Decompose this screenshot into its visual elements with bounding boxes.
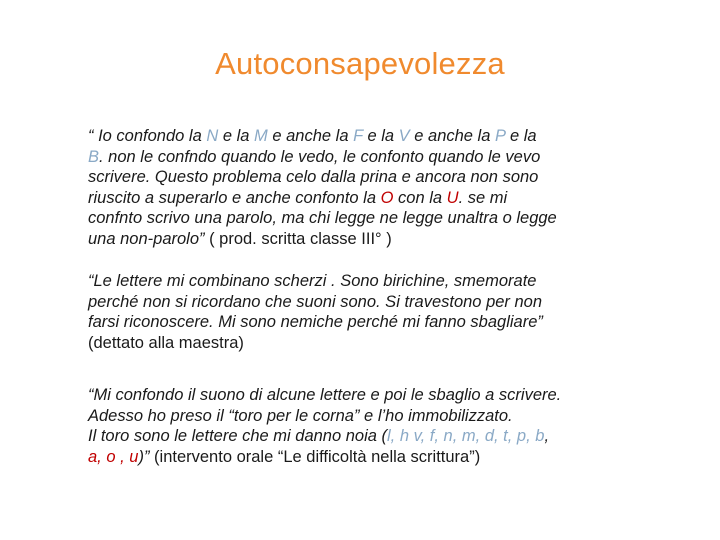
quote-source: ( prod. scritta classe III° ) [204,229,392,248]
slide-title: Autoconsapevolezza [215,46,505,81]
quote-line: Adesso ho preso il “toro per le corna” e l’ho immobilizzato. [88,406,513,425]
letter-f: F [353,127,363,145]
text-run: , [544,427,550,445]
letter-n: N [206,127,219,145]
text-run: . se mi [458,188,508,207]
letter-p: P [494,127,506,145]
quote-line [88,447,688,468]
quote-written-production [88,126,688,249]
letter-b: B [88,147,100,166]
quote-line [88,426,688,447]
quote-line: farsi riconoscere. Mi sono nemiche perché mi fanno sbagliare” [88,313,543,331]
quote-line [88,126,688,147]
quote-line: “Mi confondo il suono di alcune lettere e poi le sbaglio a scrivere. [88,386,562,404]
quote-line [88,229,688,250]
text-run: con la [393,188,447,207]
text-run: )” [138,447,150,466]
text-run: e la [218,127,255,145]
quote-line [88,147,688,168]
quote-source: (intervento orale “Le difficoltà nella scrittura”) [149,447,481,466]
quote-line: scrivere. Questo problema celo dalla prina e ancora non sono [88,168,539,186]
letter-m: M [254,127,268,145]
text-run: “ Io confondo la [88,127,207,145]
quote-dictation [88,271,688,353]
text-run: . non le confndo quando le vedo, le confonto quando le vevo [99,147,541,166]
letters-list-blue: l, h v, f, n, m, d, t, p, b [387,427,545,445]
quote-line: perché non si ricordano che suoni sono. Si travestono per non [88,292,543,311]
letter-u: U [446,188,459,207]
quote-source: (dettato alla maestra) [88,333,244,352]
quote-line [88,188,688,209]
text-run: riuscito a superarlo e anche confonto la [88,188,381,207]
text-run: Il toro sono le lettere che mi danno noia ( [88,427,388,445]
letters-list-red: a, o , u [88,447,139,466]
quote-line: “Le lettere mi combinano scherzi . Sono birichine, smemorate [88,272,537,290]
text-run: e anche la [409,127,495,145]
letter-v: V [398,127,410,145]
text-run: e anche la [267,127,354,145]
quote-line: confnto scrivo una parolo, ma chi legge ne legge unaltra o legge [88,209,557,227]
quote-oral [88,385,688,467]
text-run: una non-parolo” [88,229,205,248]
text-run: e la [505,127,537,145]
letter-o: O [380,188,394,207]
text-run: e la [362,127,399,145]
